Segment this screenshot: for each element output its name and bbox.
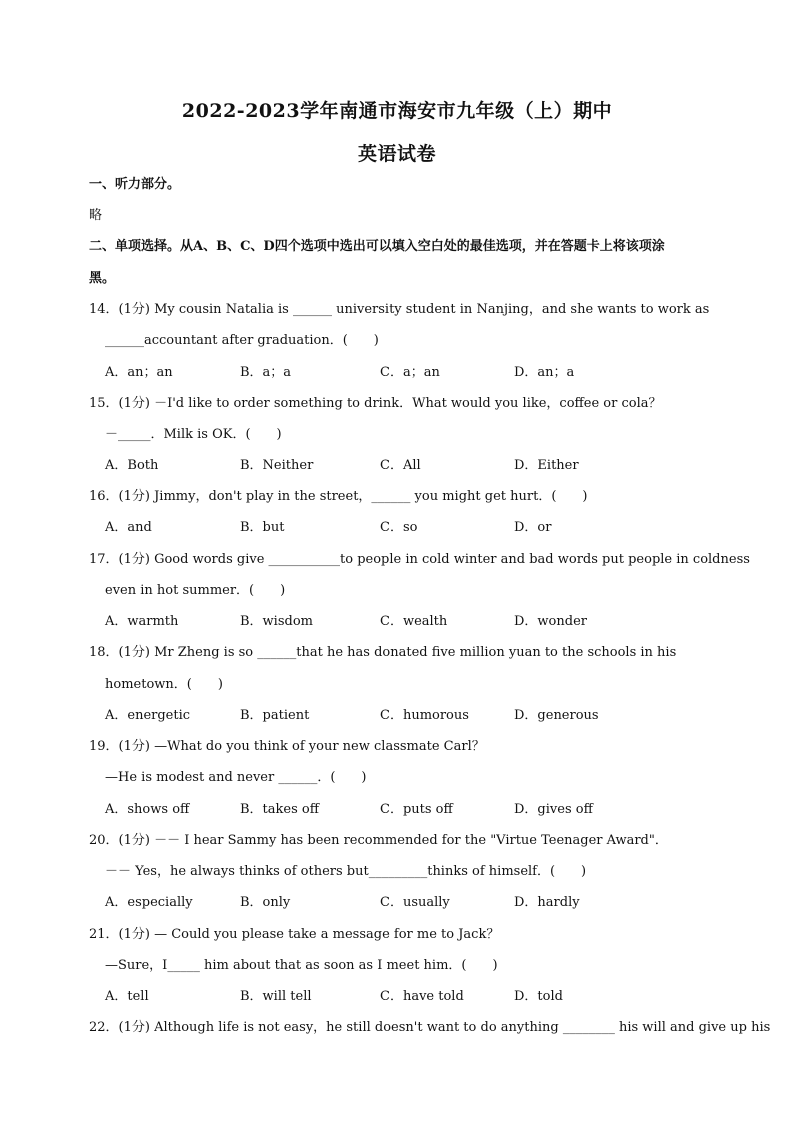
question-14-stem: 14．(1分) My cousin Natalia is ______ university student in Nanjing，and she wants to work as bbox=[89, 302, 710, 317]
question-19-stem: 19．(1分) —What do you think of your new classmate Carl？ bbox=[89, 739, 485, 754]
question-14-option-a[interactable]: A．an；an bbox=[105, 365, 173, 380]
page-title: 2022-2023学年南通市海安市九年级（上）期中 bbox=[181, 100, 613, 122]
question-18-option-b[interactable]: B．patient bbox=[240, 708, 310, 723]
question-15-stem: 15．(1分) －I'd like to order something to drink．What would you like，coffee or cola？ bbox=[89, 396, 662, 411]
question-15-option-d[interactable]: D．Either bbox=[514, 458, 579, 473]
question-17-option-a[interactable]: A．warmth bbox=[105, 614, 179, 629]
choice-heading-cont: 黑。 bbox=[89, 271, 116, 286]
question-17-stem: 17．(1分) Good words give ___________to people in cold winter and bad words put people in coldness bbox=[89, 552, 750, 567]
question-21-option-d[interactable]: D．told bbox=[514, 989, 563, 1004]
question-16-stem: 16．(1分) Jimmy，don't play in the street，______ you might get hurt．( ) bbox=[89, 489, 588, 504]
question-15-option-a[interactable]: A．Both bbox=[105, 458, 159, 473]
question-22-stem: 22．(1分) Although life is not easy，he still doesn't want to do anything ________ his will and give up his bbox=[89, 1020, 771, 1035]
question-17-option-d[interactable]: D．wonder bbox=[514, 614, 587, 629]
question-20-option-b[interactable]: B．only bbox=[240, 895, 291, 910]
question-17-stem-cont: even in hot summer．( ) bbox=[105, 583, 286, 598]
question-15-option-c[interactable]: C．All bbox=[380, 458, 421, 473]
question-18-stem: 18．(1分) Mr Zheng is so ______that he has donated five million yuan to the schools in his bbox=[89, 645, 677, 660]
question-16-option-b[interactable]: B．but bbox=[240, 520, 285, 535]
question-14-option-c[interactable]: C．a；an bbox=[380, 365, 440, 380]
question-21-option-c[interactable]: C．have told bbox=[380, 989, 464, 1004]
question-20-stem: 20．(1分) －－ I hear Sammy has been recommended for the "Virtue Teenager Award"． bbox=[89, 833, 668, 848]
choice-heading: 二、单项选择。从A、B、C、D四个选项中选出可以填入空白处的最佳选项，并在答题卡上将该项涂 bbox=[89, 239, 665, 254]
question-20-option-a[interactable]: A．especially bbox=[105, 895, 193, 910]
question-15-option-b[interactable]: B．Neither bbox=[240, 458, 314, 473]
question-20-option-d[interactable]: D．hardly bbox=[514, 895, 580, 910]
question-21-option-a[interactable]: A．tell bbox=[105, 989, 149, 1004]
question-20-option-c[interactable]: C．usually bbox=[380, 895, 450, 910]
question-21-stem-cont: —Sure，I_____ him about that as soon as I meet him．( ) bbox=[105, 958, 498, 973]
question-19-option-b[interactable]: B．takes off bbox=[240, 802, 319, 817]
question-18-option-c[interactable]: C．humorous bbox=[380, 708, 469, 723]
question-14-option-d[interactable]: D．an；a bbox=[514, 365, 575, 380]
question-17-option-c[interactable]: C．wealth bbox=[380, 614, 448, 629]
question-16-option-a[interactable]: A．and bbox=[105, 520, 152, 535]
question-21-stem: 21．(1分) — Could you please take a message for me to Jack？ bbox=[89, 927, 500, 942]
question-14-stem-cont: ______accountant after graduation．( ) bbox=[105, 333, 379, 348]
question-19-option-d[interactable]: D．gives off bbox=[514, 802, 593, 817]
page-subtitle: 英语试卷 bbox=[357, 143, 436, 165]
question-19-option-c[interactable]: C．puts off bbox=[380, 802, 453, 817]
question-18-option-a[interactable]: A．energetic bbox=[105, 708, 191, 723]
listening-heading: 一、听力部分。 bbox=[89, 177, 181, 192]
question-15-stem-cont: －_____．Milk is OK．( ) bbox=[105, 427, 282, 442]
question-19-option-a[interactable]: A．shows off bbox=[105, 802, 190, 817]
question-18-stem-cont: hometown．( ) bbox=[105, 677, 223, 692]
question-16-option-d[interactable]: D．or bbox=[514, 520, 552, 535]
listening-note: 略 bbox=[89, 208, 103, 223]
question-17-option-b[interactable]: B．wisdom bbox=[240, 614, 313, 629]
question-18-option-d[interactable]: D．generous bbox=[514, 708, 599, 723]
question-20-stem-cont: －－ Yes，he always thinks of others but_________thinks of himself．( ) bbox=[105, 864, 587, 879]
question-14-option-b[interactable]: B．a；a bbox=[240, 365, 292, 380]
question-21-option-b[interactable]: B．will tell bbox=[240, 989, 312, 1004]
question-19-stem-cont: —He is modest and never ______．( ) bbox=[105, 770, 367, 785]
question-16-option-c[interactable]: C．so bbox=[380, 520, 418, 535]
